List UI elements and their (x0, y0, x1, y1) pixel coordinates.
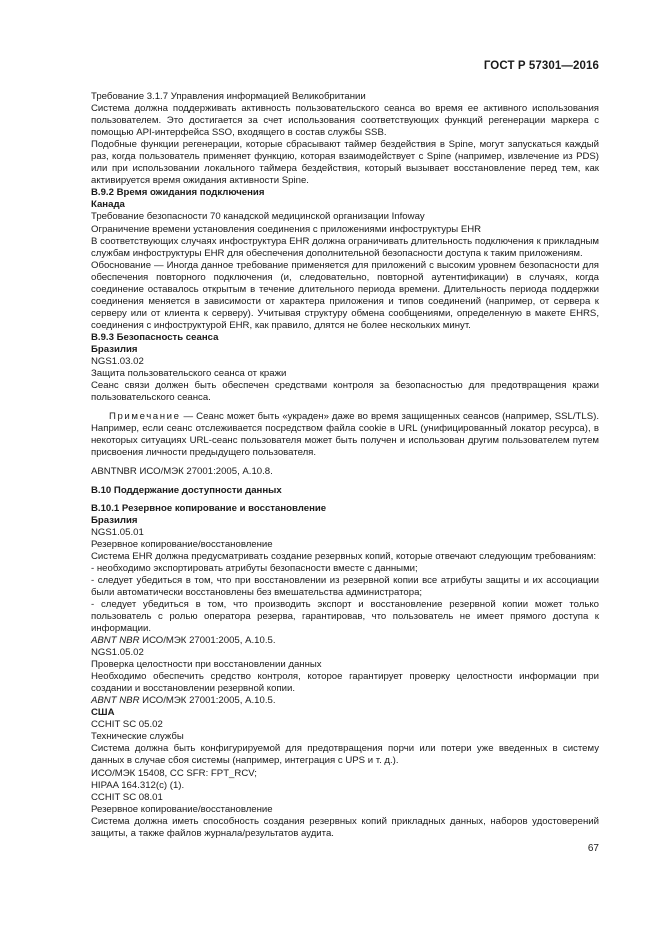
paragraph: Система должна быть конфигурируемой для предотвращения порчи или потери уже введенных в систему данных в случае сбоя системы (например, интеграция с UPS и т. д.). (91, 743, 599, 767)
country-heading-brazil: Бразилия (91, 514, 138, 526)
list-item: - необходимо экспортировать атрибуты безопасности вместе с данными; (91, 562, 418, 574)
country-heading-brazil: Бразилия (91, 343, 138, 355)
reference-rest: ИСО/МЭК 27001:2005, A.10.5. (139, 635, 276, 647)
paragraph: Система должна иметь способность создания резервных копий прикладных данных, наборов удостоверений защиты, а также файлов журнала/результатов аудита. (91, 815, 599, 839)
paragraph: Подобные функции регенерации, которые сбрасывают таймер бездействия в Spine, могут запускаться каждый раз, когда пользователь применяет функцию, которая взаимодействует с Spine (например, извлечение из PDS) или при использовании локального таймера бездействия, который вызывает восстановление перед тем, как активируется время ожидания активности Spine. (91, 139, 599, 187)
reference (91, 695, 599, 707)
requirement-code: NGS1.05.01 (91, 526, 144, 538)
paragraph: Требование безопасности 70 канадской медицинской организации Infoway (91, 211, 425, 223)
paragraph: Необходимо обеспечить средство контроля, которое гарантирует проверку целостности информации при создании и восстановлении резервной копии. (91, 671, 599, 695)
reference: ABNTNBR ИСО/МЭК 27001:2005, A.10.8. (91, 466, 273, 478)
section-heading-b101: B.10.1 Резервное копирование и восстановление (91, 502, 327, 514)
note-label: Примечание (109, 411, 181, 423)
requirement-code: NGS1.03.02 (91, 356, 144, 368)
reference-rest: ИСО/МЭК 27001:2005, A.10.5. (139, 695, 276, 707)
paragraph: Система должна поддерживать активность пользовательского сеанса во время ее активного использования пользователем. Это достигается за счет использования соответствующих функций регенерации маркера с помощью API-интерфейса SSO, входящего в состав службы SSB. (91, 103, 599, 139)
reference: ИСО/МЭК 15408, CC SFR: FPT_RCV; (91, 767, 257, 779)
paragraph: Защита пользовательского сеанса от кражи (91, 368, 287, 380)
paragraph: Обоснование — Иногда данное требование применяется для приложений с высоким уровнем безопасности для обеспечения повторного подключения (и, следовательно, повторной аутентификации) в случаях, когда соединение оставалось открытым в течение длительного периода времени. Длительность периода поддержки соединения меняется в зависимости от характера приложения и типов соединений (например, от сервера к серверу или от клиента к серверу). Учитывая структуру обмена сообщениями, определенную в макете EHRS, соединения с инфоструктурой EHR, как правило, длятся не более нескольких минут. (91, 259, 599, 331)
requirement-uk: Требование 3.1.7 Управления информацией Великобритании (91, 91, 366, 102)
page-number: 67 (587, 843, 599, 854)
section-heading-b93: B.9.3 Безопасность сеанса (91, 331, 219, 343)
requirement-code: NGS1.05.02 (91, 647, 144, 659)
country-heading-canada: Канада (91, 199, 125, 211)
paragraph: Проверка целостности при восстановлении данных (91, 659, 322, 671)
reference (91, 635, 599, 647)
paragraph: В соответствующих случаях инфоструктура EHR должна ограничивать длительность подключения к прикладным службам инфоструктуры EHR для обеспечения дополнительной безопасности доступа к таким приложениям. (91, 235, 599, 259)
reference: HIPAA 164.312(c) (1). (91, 779, 185, 791)
reference-standard: ABNT NBR (91, 635, 140, 647)
reference-standard: ABNT NBR (91, 695, 140, 707)
section-heading-b10: B.10 Поддержание доступности данных (91, 485, 282, 497)
country-heading-usa: США (91, 707, 115, 719)
list-item: - следует убедиться в том, что при восстановлении из резервной копии все атрибуты защиты и их ассоциации были автоматически восстановлены без вмешательства администратора; (91, 574, 599, 598)
paragraph: Ограничение времени установления соединения с приложениями инфоструктуры EHR (91, 223, 482, 235)
requirement-code: CCHIT SC 08.01 (91, 791, 163, 803)
list-item: - следует убедиться в том, что производить экспорт и восстановление резервной копии может только пользователь с ролью оператора резерва, гарантировав, что пользователь не имеет прямого доступа к информации. (91, 598, 599, 634)
page-body (91, 91, 599, 840)
note-text: — Сеанс может быть «украден» даже во время защищенных сеансов (например, SSL/TLS). Например, если сеанс отслеживается посредством файла cookie в URL (унифицированный локатор ресурса), в некоторых ситуациях URL-сеанс пользователя может быть получен и использован другим пользователем путем присвоения личности предыдущего пользователя. (91, 411, 599, 459)
paragraph: Система EHR должна предусматривать создание резервных копий, которые отвечают следующим требованиям: (91, 550, 596, 562)
paragraph: Сеанс связи должен быть обеспечен средствами контроля за безопасностью для предотвращения кражи пользовательского сеанса. (91, 380, 599, 404)
paragraph: Резервное копирование/восстановление (91, 538, 273, 550)
requirement-code: CCHIT SC 05.02 (91, 719, 163, 731)
note (91, 411, 599, 459)
section-heading-b92: B.9.2 Время ожидания подключения (91, 187, 265, 199)
paragraph: Резервное копирование/восстановление (91, 803, 273, 815)
document-code: ГОСТ Р 57301—2016 (483, 60, 599, 72)
paragraph: Технические службы (91, 731, 184, 743)
